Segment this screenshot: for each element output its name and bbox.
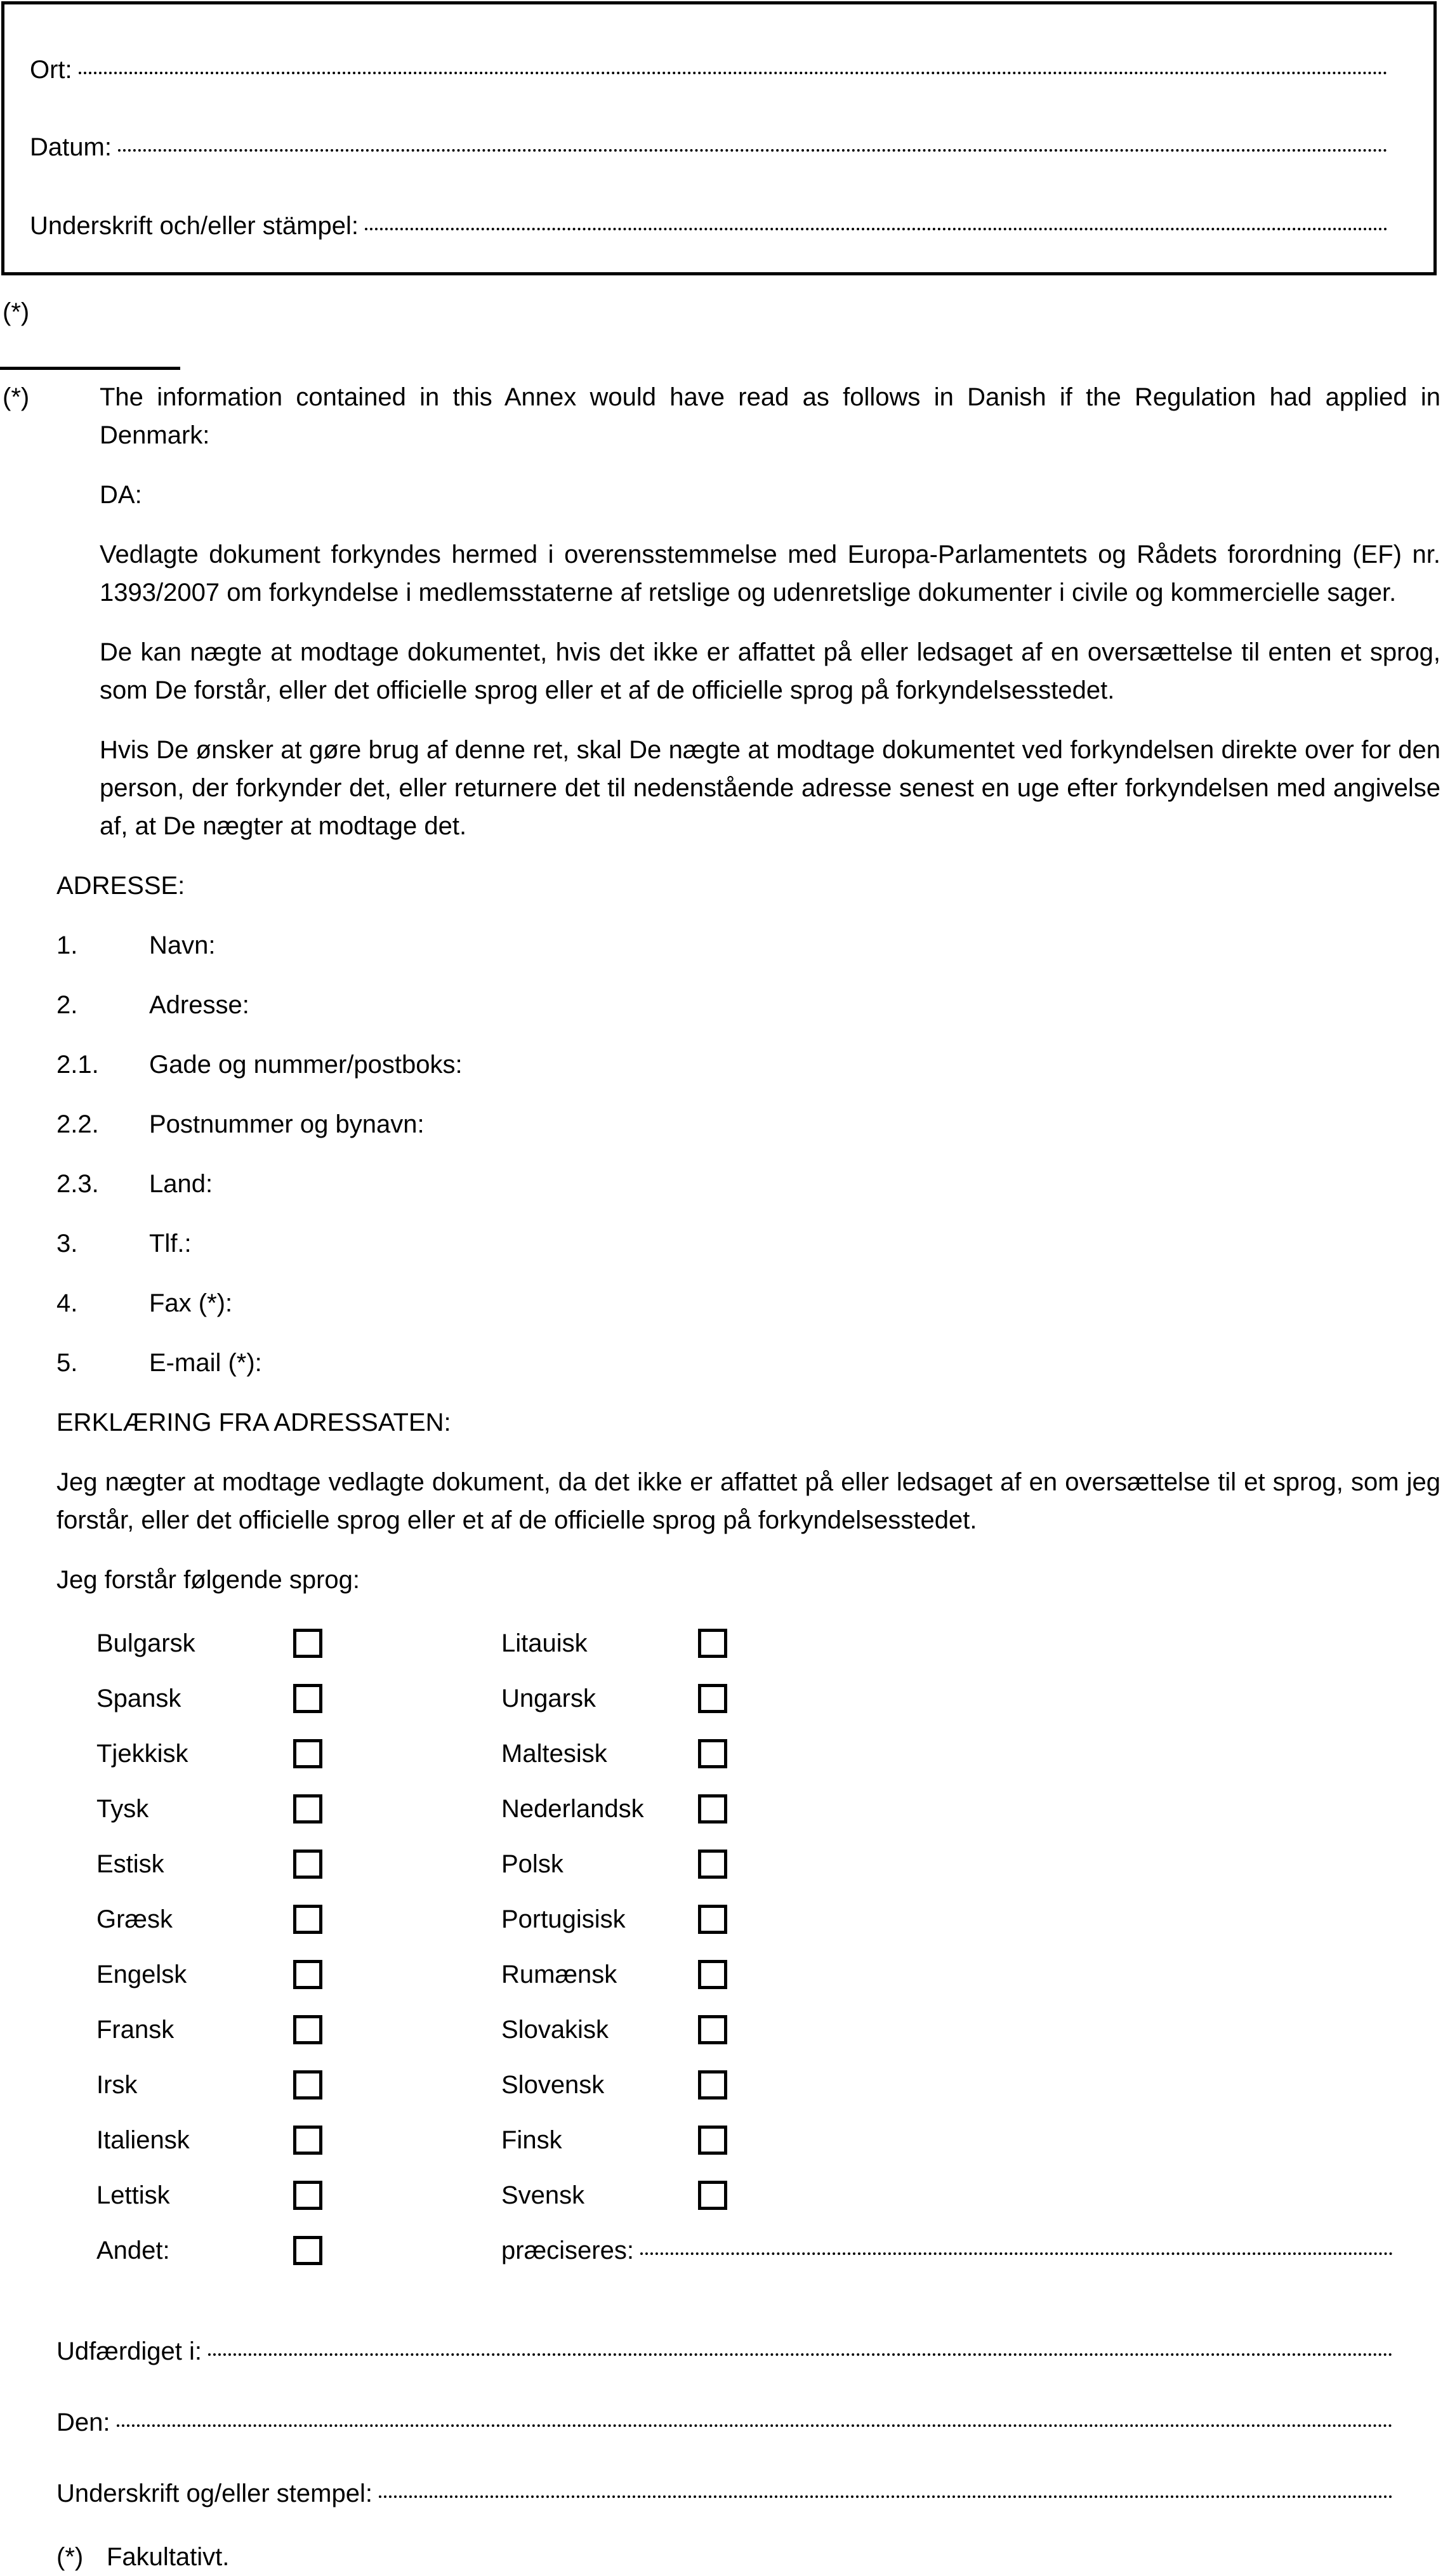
- specify-label: præciseres:: [501, 2236, 634, 2264]
- language-code: DA:: [100, 481, 142, 509]
- date-label: Datum:: [30, 133, 112, 161]
- language-label: Litauisk: [501, 1629, 588, 1657]
- language-option[interactable]: [501, 1624, 906, 1662]
- address-item: [56, 1225, 1440, 1263]
- language-option[interactable]: [96, 2176, 501, 2214]
- language-option[interactable]: [501, 1790, 906, 1828]
- languages-heading: Jeg forstår følgende sprog:: [56, 1566, 360, 1594]
- date-dk-field[interactable]: [56, 2403, 1440, 2441]
- language-label: Ungarsk: [501, 1684, 596, 1712]
- language-label: Rumænsk: [501, 1960, 617, 1988]
- other-row: [96, 2223, 1440, 2278]
- language-label: Portugisisk: [501, 1905, 626, 1933]
- language-checkbox[interactable]: [293, 2015, 322, 2044]
- language-checkbox[interactable]: [293, 1629, 322, 1658]
- language-checkbox[interactable]: [293, 1960, 322, 1989]
- language-label: Slovakisk: [501, 2015, 609, 2044]
- language-label: Engelsk: [96, 1960, 187, 1988]
- language-label: Finsk: [501, 2126, 562, 2154]
- address-item-label: Gade og nummer/postboks:: [149, 1051, 463, 1079]
- issued-in-dotted-line[interactable]: [208, 2353, 1393, 2356]
- language-option[interactable]: [501, 1955, 906, 1994]
- footnote-reference: (*): [3, 298, 30, 326]
- language-checkbox[interactable]: [293, 1684, 322, 1713]
- paragraph-2: De kan nægte at modtage dokumentet, hvis det ikke er affattet på eller ledsaget af en oversættelse til enten et sprog, som De forstår, eller det officielle sprog eller et af de officielle sprog på forkyndelsesstedet.: [100, 638, 1440, 704]
- signature-dk-label: Underskrift og/eller stempel:: [56, 2480, 372, 2507]
- language-label: Bulgarsk: [96, 1629, 195, 1657]
- language-option[interactable]: [96, 1845, 501, 1883]
- paragraph-3: Hvis De ønsker at gøre brug af denne ret, skal De nægte at modtage dokumentet ved forkyndelsen direkte over for den person, der forkynder det, eller returnere det til nedenstående adresse senest en uge efter forkyndelsen med angivelse af, at De nægter at modtage det.: [100, 736, 1440, 840]
- language-checkbox[interactable]: [698, 1905, 727, 1934]
- language-label: Tjekkisk: [96, 1739, 188, 1768]
- language-label: Tysk: [96, 1794, 149, 1823]
- footnote-body: [56, 378, 1440, 2576]
- address-section: [56, 867, 1440, 2576]
- language-label: Slovensk: [501, 2070, 605, 2099]
- address-item-number: 2.3.: [56, 1170, 99, 1198]
- language-checkbox[interactable]: [698, 2015, 727, 2044]
- language-checkbox[interactable]: [698, 1739, 727, 1768]
- date-dk-label: Den:: [56, 2408, 110, 2436]
- address-item: [56, 926, 1440, 964]
- address-item-number: 4.: [56, 1289, 78, 1317]
- language-checkbox[interactable]: [293, 2126, 322, 2155]
- language-checkbox[interactable]: [698, 1794, 727, 1824]
- address-item-label: Navn:: [149, 931, 216, 959]
- address-item: [56, 1105, 1440, 1143]
- address-item-label: Tlf.:: [149, 1230, 192, 1258]
- language-label: Irsk: [96, 2070, 138, 2099]
- declaration-heading: ERKLÆRING FRA ADRESSATEN:: [56, 1409, 451, 1436]
- address-item-label: E-mail (*):: [149, 1349, 262, 1377]
- language-row: [96, 1947, 1440, 2002]
- language-option[interactable]: [501, 1845, 906, 1883]
- address-list: [56, 926, 1440, 1382]
- other-label: Andet:: [96, 2236, 170, 2264]
- signature-stamp-field[interactable]: [30, 212, 1388, 240]
- address-item-number: 2.2.: [56, 1110, 99, 1138]
- issued-in-label: Udfærdiget i:: [56, 2337, 202, 2365]
- language-row: [96, 2167, 1440, 2223]
- address-item-label: Postnummer og bynavn:: [149, 1110, 425, 1138]
- date-field[interactable]: [30, 133, 1388, 162]
- other-checkbox[interactable]: [293, 2236, 322, 2265]
- language-row: [96, 2057, 1440, 2112]
- issued-in-field[interactable]: [56, 2332, 1440, 2370]
- address-item: [56, 1046, 1440, 1084]
- language-checkbox[interactable]: [698, 2070, 727, 2100]
- other-cell: [96, 2231, 501, 2270]
- language-label: Græsk: [96, 1905, 173, 1933]
- language-option[interactable]: [96, 1624, 501, 1662]
- language-label: Spansk: [96, 1684, 181, 1712]
- language-label: Lettisk: [96, 2181, 170, 2209]
- language-label: Polsk: [501, 1850, 563, 1878]
- language-label: Svensk: [501, 2181, 585, 2209]
- place-dotted-line[interactable]: [79, 72, 1388, 74]
- address-item-number: 1.: [56, 931, 78, 959]
- language-option[interactable]: [96, 1790, 501, 1828]
- language-checkbox[interactable]: [293, 1794, 322, 1824]
- address-item-number: 3.: [56, 1230, 78, 1258]
- language-option[interactable]: [96, 1679, 501, 1718]
- language-checkbox[interactable]: [698, 2126, 727, 2155]
- place-label: Ort:: [30, 56, 72, 84]
- language-checkbox[interactable]: [293, 2181, 322, 2210]
- language-checkbox[interactable]: [698, 1960, 727, 1989]
- language-row: [96, 1836, 1440, 1891]
- optional-note-marker: (*): [56, 2543, 84, 2571]
- language-option[interactable]: [501, 2066, 906, 2104]
- footnote-separator: [0, 367, 180, 370]
- specify-dotted-line[interactable]: [640, 2252, 1393, 2255]
- footnote: [0, 378, 1440, 2576]
- address-item: [56, 1284, 1440, 1322]
- signature-stamp-dotted-line[interactable]: [365, 228, 1388, 230]
- language-option[interactable]: [501, 1679, 906, 1718]
- signature-dk-field[interactable]: [56, 2474, 1440, 2513]
- language-option[interactable]: [501, 1900, 906, 1938]
- declaration-text: Jeg nægter at modtage vedlagte dokument, da det ikke er affattet på eller ledsaget af en oversættelse til et sprog, som jeg forstår, eller det officielle sprog eller et af de officielle sprog på forkyndelsesstedet.: [56, 1468, 1440, 1534]
- address-item-label: Adresse:: [149, 991, 249, 1019]
- language-checkbox[interactable]: [698, 2181, 727, 2210]
- language-option[interactable]: [96, 1955, 501, 1994]
- language-option[interactable]: [96, 2011, 501, 2049]
- language-label: Estisk: [96, 1850, 164, 1878]
- address-heading: ADRESSE:: [56, 872, 185, 900]
- language-option[interactable]: [501, 2176, 906, 2214]
- footnote-marker: (*): [3, 383, 30, 411]
- language-option[interactable]: [501, 2121, 906, 2159]
- specify-field[interactable]: [501, 2231, 1440, 2270]
- address-item-label: Fax (*):: [149, 1289, 233, 1317]
- language-row: [96, 2002, 1440, 2057]
- signature-stamp-label: Underskrift och/eller stämpel:: [30, 212, 359, 240]
- language-checkbox[interactable]: [698, 1629, 727, 1658]
- language-row: [96, 1726, 1440, 1781]
- optional-note: [56, 2538, 1440, 2576]
- language-checkbox[interactable]: [293, 1739, 322, 1768]
- language-option[interactable]: [96, 2066, 501, 2104]
- language-row: [96, 1781, 1440, 1836]
- address-item-number: 2.: [56, 991, 78, 1019]
- language-label: Fransk: [96, 2015, 175, 2044]
- address-item-number: 5.: [56, 1349, 78, 1377]
- optional-note-text: Fakultativt.: [107, 2543, 230, 2571]
- language-row: [96, 1891, 1440, 1947]
- paragraph-1: Vedlagte dokument forkyndes hermed i overensstemmelse med Europa-Parlamentets og Rådets forordning (EF) nr. 1393/2007 om forkyndelse i medlemsstaterne af retslige og udenretslige dokumenter i civile og kommercielle sager.: [100, 541, 1440, 607]
- address-item-label: Land:: [149, 1170, 213, 1198]
- language-option[interactable]: [96, 1900, 501, 1938]
- signature-dk-dotted-line[interactable]: [379, 2495, 1393, 2498]
- place-field[interactable]: [30, 56, 1388, 84]
- language-row: [96, 1671, 1440, 1726]
- date-dotted-line[interactable]: [118, 149, 1388, 152]
- language-option[interactable]: [96, 1735, 501, 1773]
- address-item: [56, 986, 1440, 1024]
- address-item-number: 2.1.: [56, 1051, 99, 1079]
- language-checkbox[interactable]: [293, 1850, 322, 1879]
- language-checkbox[interactable]: [698, 1850, 727, 1879]
- address-item: [56, 1344, 1440, 1382]
- language-label: Italiensk: [96, 2126, 190, 2154]
- language-option[interactable]: [501, 1735, 906, 1773]
- language-checkbox[interactable]: [293, 1905, 322, 1934]
- footnote-intro: The information contained in this Annex would have read as follows in Danish if the Regulation had applied in Denmark:: [100, 383, 1440, 449]
- address-item: [56, 1165, 1440, 1203]
- language-label: Nederlandsk: [501, 1794, 644, 1823]
- language-checkbox[interactable]: [698, 1684, 727, 1713]
- language-row: [96, 1615, 1440, 1671]
- language-checkbox[interactable]: [293, 2070, 322, 2100]
- language-row: [96, 2112, 1440, 2167]
- language-option[interactable]: [501, 2011, 906, 2049]
- language-checklist: [53, 1615, 1440, 2223]
- language-option[interactable]: [96, 2121, 501, 2159]
- language-label: Maltesisk: [501, 1739, 607, 1768]
- date-dk-dotted-line[interactable]: [117, 2424, 1394, 2427]
